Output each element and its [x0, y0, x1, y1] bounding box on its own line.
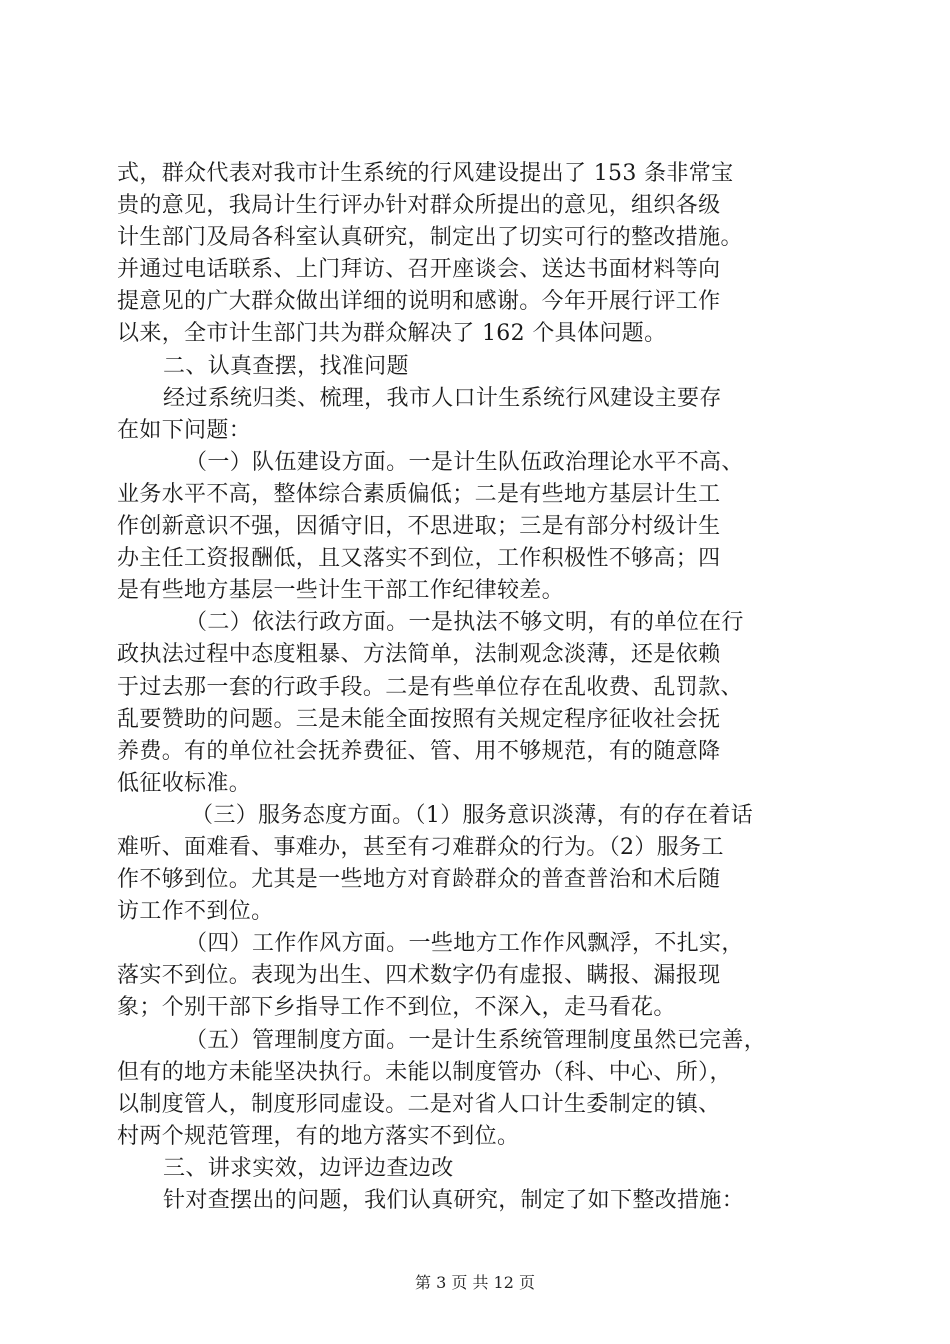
text-line: 养费。有的单位社会抚养费征、管、用不够规范，有的随意降 — [117, 738, 721, 764]
text-line: 乱要赞助的问题。三是未能全面按照有关规定程序征收社会抚 — [117, 706, 721, 732]
text-line: 经过系统归类、梳理，我市人口计生系统行风建设主要存 — [163, 385, 722, 411]
text-line: 低征收标准。 — [117, 770, 252, 796]
text-line: 访工作不到位。 — [117, 899, 274, 925]
text-line: 村两个规范管理，有的地方落实不到位。 — [117, 1123, 520, 1149]
text-line: 计生部门及局各科室认真研究，制定出了切实可行的整改措施。 — [117, 225, 743, 251]
text-line: 是有些地方基层一些计生干部工作纪律较差。 — [117, 578, 565, 604]
text-line: 于过去那一套的行政手段。二是有些单位存在乱收费、乱罚款、 — [117, 674, 743, 700]
text-line: 在如下问题： — [117, 417, 252, 443]
page-footer: 第 3 页 共 12 页 — [415, 1273, 535, 1292]
text-line: 提意见的广大群众做出详细的说明和感谢。今年开展行评工作 — [117, 289, 721, 315]
text-line: 三、讲求实效，边评边查边改 — [163, 1155, 454, 1181]
text-line: 以来，全市计生部门共为群众解决了 162 个具体问题。 — [117, 321, 667, 347]
text-line: 作创新意识不强，因循守旧，不思进取；三是有部分村级计生 — [117, 514, 721, 540]
text-line: 但有的地方未能坚决执行。未能以制度管办（科、中心、所）， — [117, 1059, 732, 1085]
text-line: 作不够到位。尤其是一些地方对育龄群众的普查普治和术后随 — [117, 867, 721, 893]
text-line: 贵的意见，我局计生行评办针对群众所提出的意见，组织各级 — [117, 193, 721, 219]
text-line: 并通过电话联系、上门拜访、召开座谈会、送达书面材料等向 — [117, 257, 721, 283]
text-line: （四）工作作风方面。一些地方工作作风飘浮，不扎实， — [185, 931, 744, 957]
text-line: （二）依法行政方面。一是执法不够文明，有的单位在行 — [185, 610, 744, 636]
text-line: （五）管理制度方面。一是计生系统管理制度虽然已完善， — [185, 1027, 767, 1053]
text-line: （三）服务态度方面。（1）服务意识淡薄，有的存在着话 — [191, 802, 754, 828]
text-line: 象；个别干部下乡指导工作不到位，不深入，走马看花。 — [117, 995, 676, 1021]
text-line: 办主任工资报酬低，且又落实不到位，工作积极性不够高；四 — [117, 546, 721, 572]
text-line: 落实不到位。表现为出生、四术数字仍有虚报、瞒报、漏报现 — [117, 963, 721, 989]
text-line: 以制度管人，制度形同虚设。二是对省人口计生委制定的镇、 — [117, 1091, 721, 1117]
text-line: （一）队伍建设方面。一是计生队伍政治理论水平不高、 — [185, 449, 744, 475]
text-line: 难听、面难看、事难办，甚至有刁难群众的行为。（2）服务工 — [117, 834, 724, 860]
text-line: 针对查摆出的问题，我们认真研究，制定了如下整改措施： — [163, 1188, 745, 1213]
text-line: 政执法过程中态度粗暴、方法简单，法制观念淡薄，还是依赖 — [117, 642, 721, 668]
text-line: 二、认真查摆，找准问题 — [163, 353, 409, 379]
body-text — [117, 158, 833, 1217]
text-line: 式，群众代表对我市计生系统的行风建设提出了 153 条非常宝 — [117, 161, 734, 186]
text-line: 业务水平不高，整体综合素质偏低；二是有些地方基层计生工 — [117, 481, 721, 507]
